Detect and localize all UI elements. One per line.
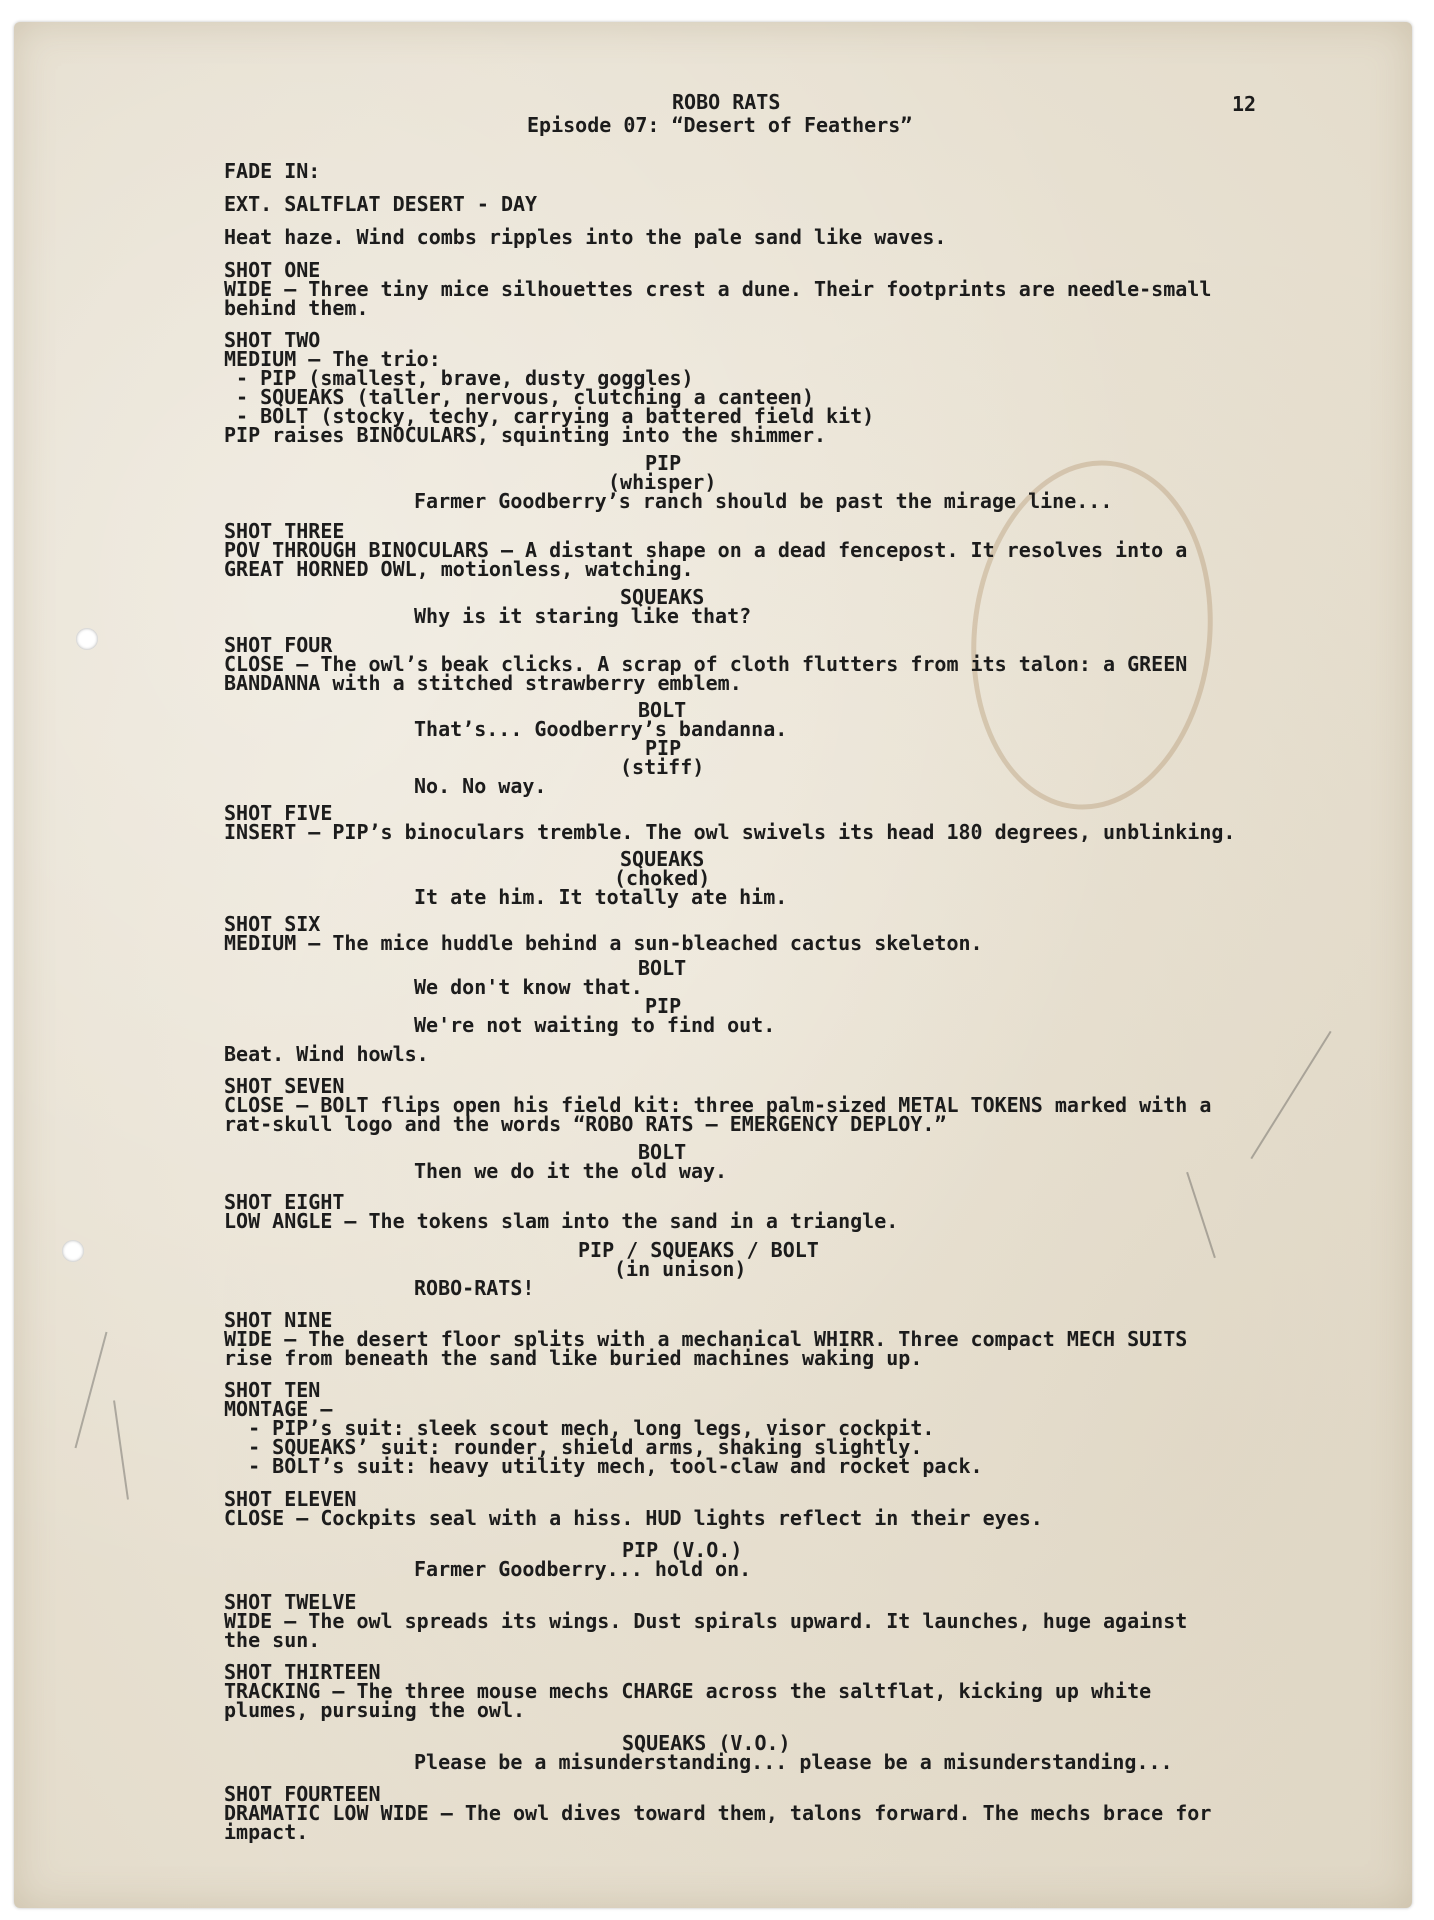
action-line: INSERT – PIP’s binoculars tremble. The owl swivels its head 180 degrees, unblinking. [224,820,1236,844]
shot-heading: SHOT NINE [224,1308,333,1332]
action-line: - BOLT (stocky, techy, carrying a battered field kit) [224,404,875,428]
action-line: DRAMATIC LOW WIDE – The owl dives toward them, talons forward. The mechs brace for [224,1801,1212,1825]
dialogue-line: Please be a misunderstanding... please be a misunderstanding... [414,1750,1173,1774]
scene-heading: EXT. SALTFLAT DESERT - DAY [224,192,538,216]
action-line: - SQUEAKS (taller, nervous, clutching a canteen) [224,385,815,409]
action-line: impact. [224,1820,309,1844]
action-line: Heat haze. Wind combs ripples into the pale sand like waves. [224,225,947,249]
shot-heading: SHOT FOUR [224,633,333,657]
character-cue: BOLT [638,1140,687,1164]
action-line: TRACKING – The three mouse mechs CHARGE across the saltflat, kicking up white [224,1679,1152,1703]
shot-heading: SHOT THREE [224,519,345,543]
shot-heading: SHOT ONE [224,258,321,282]
action-line: Beat. Wind howls. [224,1042,429,1066]
action-line: MONTAGE – [224,1397,333,1421]
action-line: - PIP (smallest, brave, dusty goggles) [224,366,694,390]
shot-heading: SHOT SIX [224,912,321,936]
dialogue-line: Farmer Goodberry’s ranch should be past the mirage line... [414,489,1113,513]
character-cue: SQUEAKS (V.O.) [622,1731,791,1755]
parenthetical: (stiff) [620,755,705,779]
dialogue-line: It ate him. It totally ate him. [414,885,788,909]
dialogue-line: Why is it staring like that? [414,604,752,628]
parenthetical: (whisper) [608,470,717,494]
character-cue: BOLT [638,956,687,980]
parenthetical: (choked) [614,866,711,890]
character-cue: PIP / SQUEAKS / BOLT [578,1238,819,1262]
episode-title: Episode 07: “Desert of Feathers” [527,113,913,137]
action-line: the sun. [224,1628,321,1652]
action-line: rise from beneath the sand like buried machines waking up. [224,1346,923,1370]
action-line: PIP raises BINOCULARS, squinting into the shimmer. [224,423,827,447]
shot-heading: SHOT TEN [224,1378,321,1402]
action-line: - PIP’s suit: sleek scout mech, long legs, visor cockpit. [224,1416,935,1440]
action-line: WIDE – The desert floor splits with a mechanical WHIRR. Three compact MECH SUITS [224,1327,1188,1351]
action-line: MEDIUM – The mice huddle behind a sun-bleached cactus skeleton. [224,931,983,955]
shot-heading: SHOT SEVEN [224,1074,345,1098]
action-line: - BOLT’s suit: heavy utility mech, tool-claw and rocket pack. [224,1454,983,1478]
shot-heading: SHOT FIVE [224,801,333,825]
action-line: behind them. [224,296,369,320]
dialogue-line: We're not waiting to find out. [414,1013,776,1037]
shot-heading: SHOT THIRTEEN [224,1660,381,1684]
action-line: WIDE – Three tiny mice silhouettes crest a dune. Their footprints are needle-small [224,277,1212,301]
action-line: CLOSE – BOLT flips open his field kit: three palm-sized METAL TOKENS marked with a [224,1093,1212,1117]
transition: FADE IN: [224,159,321,183]
action-line: GREAT HORNED OWL, motionless, watching. [224,557,694,581]
character-cue: PIP [645,994,682,1018]
action-line: plumes, pursuing the owl. [224,1698,526,1722]
action-line: LOW ANGLE – The tokens slam into the sand in a triangle. [224,1209,899,1233]
dialogue-line: Farmer Goodberry... hold on. [414,1557,752,1581]
character-cue: SQUEAKS [620,847,705,871]
character-cue: PIP [645,736,682,760]
dialogue-line: ROBO-RATS! [414,1276,535,1300]
shot-heading: SHOT TWELVE [224,1590,357,1614]
dialogue-line: We don't know that. [414,975,643,999]
action-line: rat-skull logo and the words “ROBO RATS – EMERGENCY DEPLOY.” [224,1112,947,1136]
character-cue: SQUEAKS [620,585,705,609]
character-cue: PIP [645,451,682,475]
action-line: MEDIUM – The trio: [224,347,441,371]
parenthetical: (in unison) [614,1257,747,1281]
action-line: WIDE – The owl spreads its wings. Dust spirals upward. It launches, huge against [224,1609,1188,1633]
shot-heading: SHOT ELEVEN [224,1487,357,1511]
dialogue-line: That’s... Goodberry’s bandanna. [414,717,788,741]
show-title: ROBO RATS [672,90,781,114]
shot-heading: SHOT FOURTEEN [224,1782,381,1806]
character-cue: PIP (V.O.) [622,1538,743,1562]
action-line: POV THROUGH BINOCULARS – A distant shape on a dead fencepost. It resolves into a [224,538,1188,562]
action-line: CLOSE – Cockpits seal with a hiss. HUD lights reflect in their eyes. [224,1506,1043,1530]
page-number: 12 [1232,92,1257,116]
shot-heading: SHOT EIGHT [224,1190,345,1214]
action-line: BANDANNA with a stitched strawberry emblem. [224,671,742,695]
action-line: CLOSE – The owl’s beak clicks. A scrap of cloth flutters from its talon: a GREEN [224,652,1188,676]
action-line: - SQUEAKS’ suit: rounder, shield arms, shaking slightly. [224,1435,923,1459]
dialogue-line: No. No way. [414,774,547,798]
dialogue-line: Then we do it the old way. [414,1159,728,1183]
character-cue: BOLT [638,698,687,722]
shot-heading: SHOT TWO [224,328,321,352]
